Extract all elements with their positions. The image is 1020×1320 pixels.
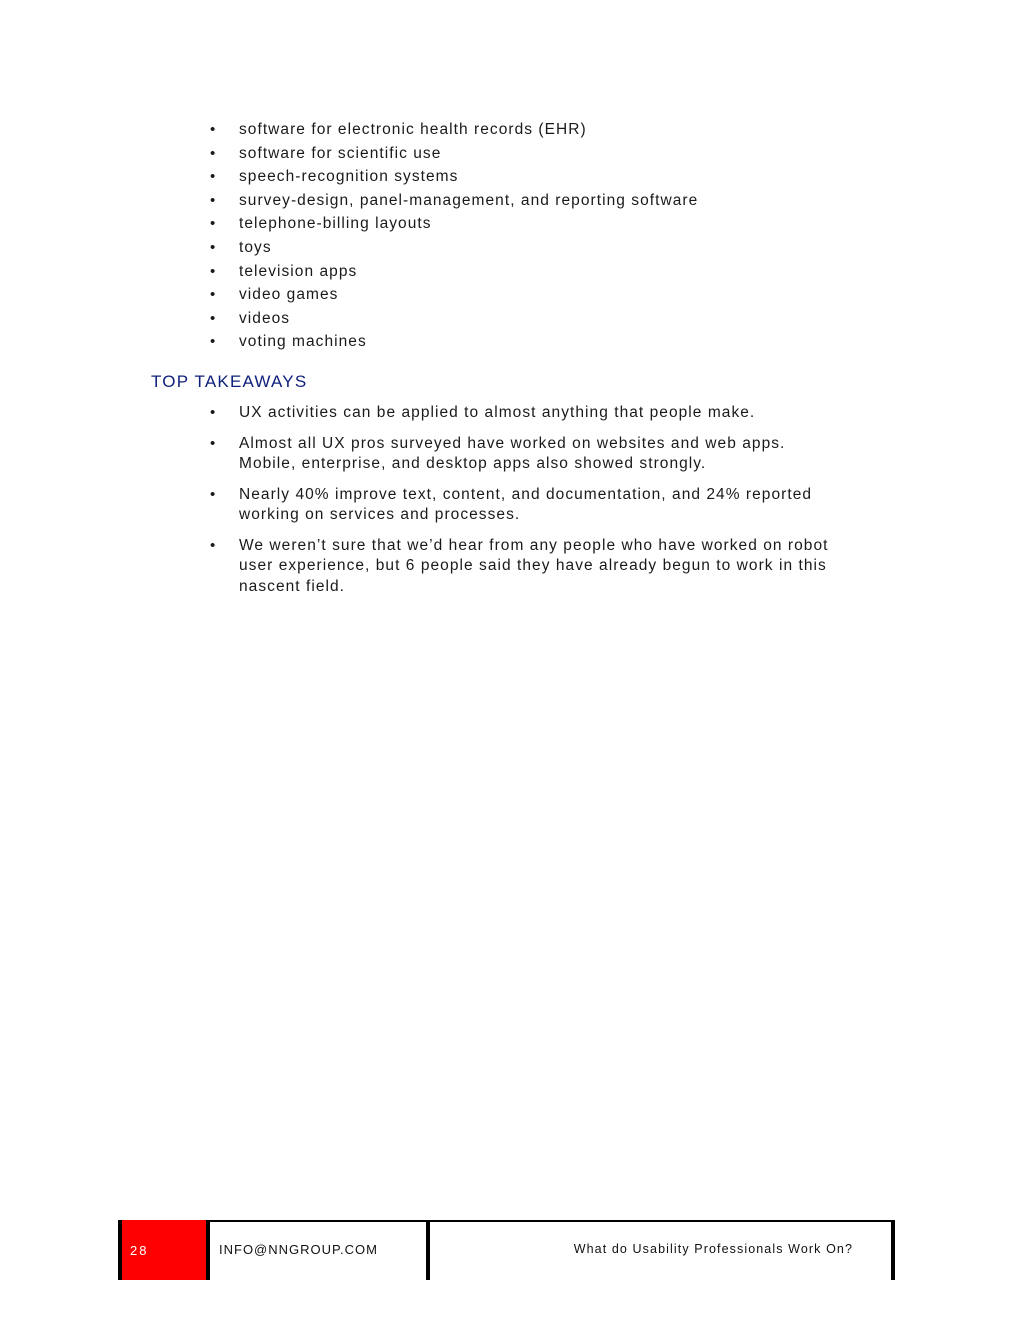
section-heading: TOP TAKEAWAYS	[151, 372, 308, 391]
list-item	[210, 285, 830, 309]
list-item	[210, 191, 830, 215]
list-item-text: toys	[239, 238, 272, 256]
bullet-icon: •	[210, 404, 217, 421]
bullet-icon: •	[210, 191, 217, 209]
takeaways-bullet-list	[210, 403, 830, 607]
bullet-icon: •	[210, 121, 217, 138]
bullet-icon: •	[210, 309, 217, 327]
list-item	[210, 167, 830, 191]
takeaway-text: UX activities can be applied to almost anything that people make.	[239, 404, 756, 421]
footer-document-title: What do Usability Professionals Work On?	[573, 1242, 853, 1256]
bullet-icon: •	[210, 168, 217, 186]
list-item-text: television apps	[239, 262, 358, 280]
footer-divider	[426, 1220, 430, 1280]
bullet-icon: •	[210, 286, 217, 304]
takeaway-item	[210, 485, 830, 526]
list-item	[210, 144, 830, 168]
list-item-text: speech-recognition systems	[239, 168, 459, 186]
list-item-text: software for electronic health records (EHR)	[239, 121, 587, 138]
list-item	[210, 332, 830, 356]
bullet-icon: •	[210, 485, 217, 503]
takeaway-text: Almost all UX pros surveyed have worked on websites and web apps. Mobile, enterprise, and desktop apps also showed strongly.	[239, 434, 786, 472]
takeaway-text: Nearly 40% improve text, content, and documentation, and 24% reported working on services and processes.	[239, 485, 813, 523]
list-item	[210, 214, 830, 238]
items-bullet-list	[210, 120, 830, 356]
bullet-icon: •	[210, 144, 217, 162]
list-item-text: survey-design, panel-management, and reporting software	[239, 191, 699, 209]
footer-email: INFO@NNGROUP.COM	[219, 1242, 378, 1257]
bullet-icon: •	[210, 238, 217, 256]
takeaway-text: We weren’t sure that we’d hear from any people who have worked on robot user experience, but 6 people said they have already begun to work in this nascent field.	[239, 536, 829, 595]
list-item-text: telephone-billing layouts	[239, 215, 432, 233]
list-item-text: software for scientific use	[239, 144, 442, 162]
bullet-icon: •	[210, 333, 217, 351]
footer-divider	[891, 1220, 895, 1280]
bullet-icon: •	[210, 215, 217, 233]
takeaway-item	[210, 434, 830, 475]
list-item	[210, 262, 830, 286]
bullet-icon: •	[210, 536, 217, 554]
bullet-icon: •	[210, 262, 217, 280]
takeaway-item	[210, 536, 830, 598]
list-item	[210, 120, 830, 144]
footer-rule	[118, 1220, 895, 1222]
list-item	[210, 309, 830, 333]
takeaway-item	[210, 403, 830, 424]
list-item-text: voting machines	[239, 333, 367, 351]
list-item	[210, 238, 830, 262]
footer-divider	[206, 1220, 210, 1280]
list-item-text: video games	[239, 286, 339, 304]
page-number: 28	[130, 1243, 149, 1258]
list-item-text: videos	[239, 309, 291, 327]
page-footer	[118, 1220, 895, 1280]
bullet-icon: •	[210, 434, 217, 452]
